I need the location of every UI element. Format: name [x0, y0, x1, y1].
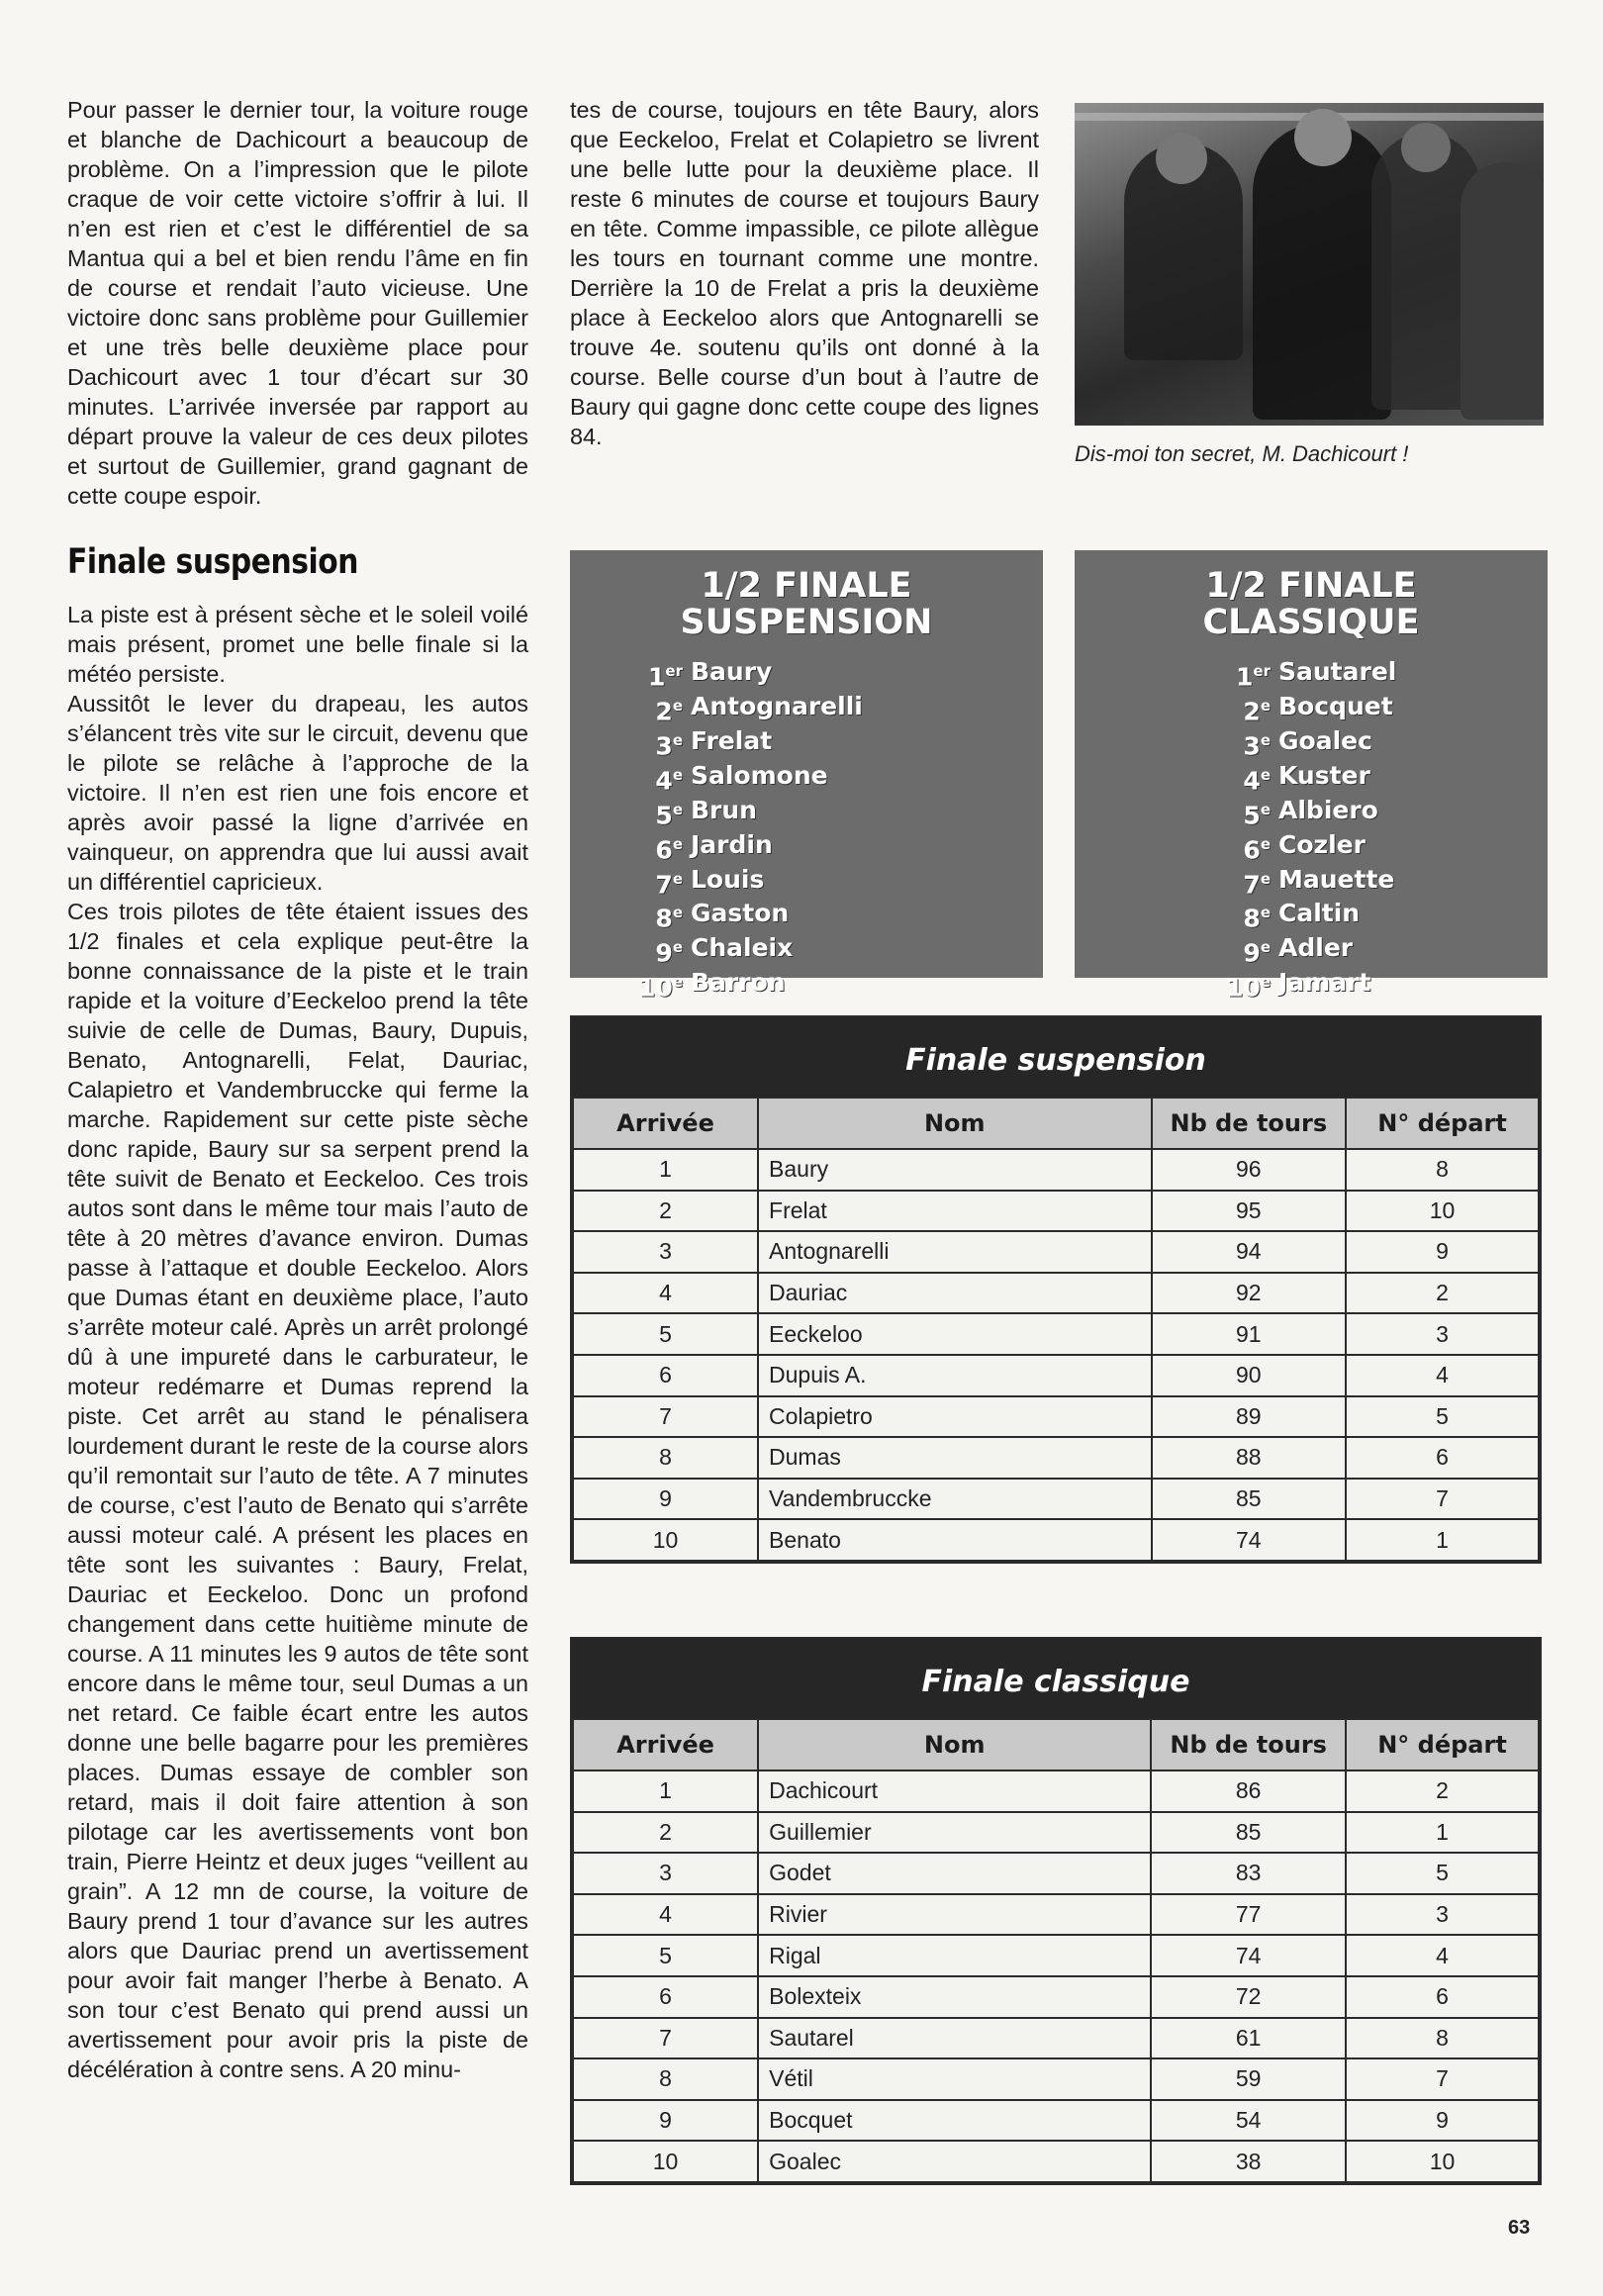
entry-rank: 7e — [655, 869, 683, 899]
table-row — [573, 2058, 1539, 2100]
table-row — [573, 1191, 1539, 1232]
column-header: Nom — [758, 1719, 1151, 1770]
start-number-cell: 1 — [1346, 1812, 1539, 1854]
start-number-cell: 8 — [1346, 2018, 1539, 2059]
name-cell: Eeckeloo — [758, 1313, 1152, 1355]
start-number-cell: 2 — [1346, 1770, 1539, 1812]
arrival-cell: 4 — [573, 1273, 758, 1314]
name-cell: Antognarelli — [758, 1231, 1152, 1273]
arrival-cell: 1 — [573, 1770, 758, 1812]
half-final-classique-entry — [1075, 796, 1548, 830]
start-number-cell: 5 — [1346, 1853, 1539, 1894]
start-number-cell: 6 — [1346, 1437, 1539, 1479]
name-cell: Benato — [758, 1519, 1152, 1561]
laps-cell: 96 — [1152, 1149, 1347, 1191]
entry-name: Albiero — [1278, 795, 1378, 824]
half-final-classique-title: 1/2 FINALE CLASSIQUE — [1202, 566, 1420, 642]
entry-rank: 1er — [648, 662, 683, 692]
laps-cell: 74 — [1151, 1935, 1346, 1976]
laps-cell: 77 — [1151, 1894, 1346, 1936]
entry-rank: 3e — [1243, 730, 1271, 761]
entry-name: Cozler — [1278, 829, 1366, 859]
laps-cell: 90 — [1152, 1355, 1347, 1396]
half-final-suspension-entry — [570, 968, 1043, 1003]
laps-cell: 92 — [1152, 1273, 1347, 1314]
column-header: Arrivée — [573, 1719, 758, 1770]
intro-paragraph: Pour passer le dernier tour, la voiture rouge et blanche de Dachicourt a beaucoup de problème. On a l’impression que le pilote craque de voir cette victoire s’offrir à lui. Il n’en est rien et c’est le différentiel de sa Mantua qui a bel et bien rendu l’âme en fin de course et rendait l’auto vicieuse. Une victoire donc sans problème pour Guillemier et une très belle deuxième place pour Dachicourt avec 1 tour d’écart sur 30 minutes. L’arrivée inversée par rapport au départ prouve la valeur de ces deux pilotes et surtout de Guillemier, grand gagnant de cette coupe espoir. — [67, 97, 528, 509]
arrival-cell: 7 — [573, 1396, 758, 1438]
name-cell: Goalec — [758, 2141, 1151, 2182]
laps-cell: 94 — [1152, 1231, 1347, 1273]
laps-cell: 54 — [1151, 2100, 1346, 2142]
laps-cell: 95 — [1152, 1191, 1347, 1232]
paragraph-1: La piste est à présent sèche et le soleil voilé mais présent, promet une belle finale si la météo persiste. — [67, 602, 528, 687]
entry-name: Salomone — [691, 760, 828, 790]
name-cell: Guillemier — [758, 1812, 1151, 1854]
entry-rank: 6e — [1243, 834, 1271, 864]
name-cell: Dauriac — [758, 1273, 1152, 1314]
start-number-cell: 5 — [1346, 1396, 1539, 1438]
half-final-classique-entry — [1075, 899, 1548, 933]
finale-suspension-table — [570, 1015, 1542, 1564]
start-number-cell: 10 — [1346, 1191, 1539, 1232]
entry-rank: 5e — [655, 800, 683, 830]
entry-rank: 9e — [655, 938, 683, 968]
table-row — [573, 1853, 1539, 1894]
entry-rank: 7e — [1243, 869, 1271, 899]
column-header: N° départ — [1346, 1098, 1539, 1149]
table-row — [573, 1935, 1539, 1976]
half-final-suspension-entry — [570, 933, 1043, 968]
entry-rank: 8e — [1243, 904, 1271, 933]
section-title: Finale suspension — [67, 542, 359, 582]
start-number-cell: 7 — [1346, 2058, 1539, 2100]
arrival-cell: 9 — [573, 2100, 758, 2142]
name-cell: Baury — [758, 1149, 1152, 1191]
half-final-classique-entry — [1075, 657, 1548, 692]
arrival-cell: 7 — [573, 2018, 758, 2059]
half-final-suspension-entry — [570, 761, 1043, 796]
table-row — [573, 2018, 1539, 2059]
half-final-suspension-entry — [570, 899, 1043, 933]
entry-rank: 2e — [655, 696, 683, 726]
start-number-cell: 8 — [1346, 1149, 1539, 1191]
name-cell: Bolexteix — [758, 1976, 1151, 2018]
half-final-classique-entry — [1075, 933, 1548, 968]
half-final-suspension-box — [570, 550, 1043, 1003]
arrival-cell: 10 — [573, 2141, 758, 2182]
table-row — [573, 1812, 1539, 1854]
half-final-suspension-entry — [570, 796, 1043, 830]
arrival-cell: 8 — [573, 1437, 758, 1479]
laps-cell: 61 — [1151, 2018, 1346, 2059]
table-row — [573, 1231, 1539, 1273]
entry-name: Gaston — [691, 899, 790, 928]
entry-name: Louis — [691, 864, 765, 894]
arrival-cell: 10 — [573, 1519, 758, 1561]
finale-classique-title: Finale classique — [572, 1639, 1540, 1718]
entry-name: Brun — [691, 795, 757, 824]
middle-column — [570, 95, 1039, 451]
start-number-cell: 2 — [1346, 1273, 1539, 1314]
name-cell: Sautarel — [758, 2018, 1151, 2059]
arrival-cell: 5 — [573, 1935, 758, 1976]
column-header: Nb de tours — [1152, 1098, 1347, 1149]
half-final-suspension-entry — [570, 657, 1043, 692]
entry-rank: 9e — [1243, 938, 1271, 968]
arrival-cell: 8 — [573, 2058, 758, 2100]
table-row — [573, 2100, 1539, 2142]
column-header: N° départ — [1346, 1719, 1539, 1770]
entry-name: Goalec — [1278, 725, 1372, 755]
laps-cell: 85 — [1151, 1812, 1346, 1854]
entry-rank: 5e — [1243, 800, 1271, 830]
arrival-cell: 3 — [573, 1231, 758, 1273]
half-final-suspension-title: 1/2 FINALE SUSPENSION — [680, 566, 933, 642]
table-row — [573, 1355, 1539, 1396]
half-final-suspension-entry — [570, 726, 1043, 761]
half-final-classique-entry — [1075, 692, 1548, 726]
name-cell: Rivier — [758, 1894, 1151, 1936]
entry-rank: 4e — [1243, 765, 1271, 796]
name-cell: Godet — [758, 1853, 1151, 1894]
entry-name: Kuster — [1278, 760, 1370, 790]
start-number-cell: 3 — [1346, 1894, 1539, 1936]
name-cell: Dumas — [758, 1437, 1152, 1479]
table-row — [573, 1273, 1539, 1314]
start-number-cell: 9 — [1346, 1231, 1539, 1273]
entry-name: Caltin — [1278, 899, 1361, 928]
entry-name: Antognarelli — [691, 691, 863, 720]
half-final-classique-box — [1075, 550, 1548, 1003]
table-row — [573, 1479, 1539, 1520]
start-number-cell: 4 — [1346, 1935, 1539, 1976]
finale-classique-table — [570, 1637, 1542, 2185]
half-final-suspension-list — [570, 657, 1043, 1003]
laps-cell: 91 — [1152, 1313, 1347, 1355]
half-final-classique-list — [1075, 657, 1548, 1003]
column-header: Arrivée — [573, 1098, 758, 1149]
entry-name: Sautarel — [1278, 657, 1397, 686]
start-number-cell: 7 — [1346, 1479, 1539, 1520]
half-final-classique-entry — [1075, 968, 1548, 1003]
arrival-cell: 6 — [573, 1355, 758, 1396]
arrival-cell: 5 — [573, 1313, 758, 1355]
arrival-cell: 6 — [573, 1976, 758, 2018]
photo-caption: Dis-moi ton secret, M. Dachicourt ! — [1075, 441, 1409, 466]
paragraph-3: Ces trois pilotes de tête étaient issues des 1/2 finales et cela explique peut-être la bonne connaissance de la piste et le train rapide et la voiture d’Eeckeloo prend la tête suivie de celle de Dumas, Baury, Dupuis, Benato, Antognarelli, Felat, Dauriac, Calapietro et Vandembruccke qui ferme la marche. Rapidement sur cette piste sèche donc rapide, Baury sur sa serpent prend la tête suivit de Benato et Eeckeloo. Ces trois autos sont dans le même tour mais l’auto de tête à 20 mètres d’avance environ. Dumas passe à l’attaque et double Eeckeloo. Alors que Dumas étant en deuxième place, l’auto s’arrête moteur calé. Après un arrêt prolongé dû à une impureté dans le carburateur, le moteur redémarre et Dumas reprend la piste. Cet arrêt au stand le pénalisera lourdement durant le reste de la course alors qu’il remontait sur l’auto de tête. A 7 minutes de course, c’est l’auto de Benato qui s’arrête aussi moteur calé. A présent les places en tête sont les suivantes : Baury, Frelat, Dauriac et Eeckeloo. Donc un profond changement dans cette huitième minute de course. A 11 minutes les 9 autos de tête sont encore dans le même tour, seul Dumas a un net retard. Ce faible écart entre les autos donne une belle bagarre pour les premières places. Dumas essaye de combler son retard, mais il doit faire attention à son pilotage car les avertissements vont bon train, Pierre Heintz et deux juges “veillent au grain”. A 12 mn de course, la voiture de Baury prend 1 tour d’avance sur les autres alors que Dauriac prend un avertissement pour avoir fait manger l’herbe à Benato. A son tour c’est Benato qui prend aussi un avertissement pour avoir pris la piste de décélération à contre sens. A 20 minu- — [67, 899, 528, 2082]
table-row — [573, 1770, 1539, 1812]
entry-rank: 4e — [655, 765, 683, 796]
half-final-classique-entry — [1075, 865, 1548, 900]
table-row — [573, 1396, 1539, 1438]
table-row — [573, 1519, 1539, 1561]
entry-rank: 6e — [655, 834, 683, 864]
entry-rank: 10e — [1226, 973, 1271, 1003]
entry-name: Chaleix — [691, 933, 794, 963]
name-cell: Dupuis A. — [758, 1355, 1152, 1396]
name-cell: Vétil — [758, 2058, 1151, 2100]
paragraph-2: Aussitôt le lever du drapeau, les autos s’élancent très vite sur le circuit, devenu que le pilote se relâche à l’approche de la victoire. Il n’en est rien une fois encore et après avoir passé la ligne d’arrivée en vainqueur, on apprendra que lui aussi avait un différentiel capricieux. — [67, 691, 528, 895]
left-column — [67, 95, 528, 2084]
laps-cell: 86 — [1151, 1770, 1346, 1812]
column-header: Nom — [758, 1098, 1152, 1149]
name-cell: Rigal — [758, 1935, 1151, 1976]
entry-name: Baury — [691, 657, 773, 686]
laps-cell: 88 — [1152, 1437, 1347, 1479]
race-photo — [1075, 103, 1544, 426]
half-final-suspension-entry — [570, 865, 1043, 900]
table-row — [573, 1976, 1539, 2018]
entry-rank: 8e — [655, 904, 683, 933]
name-cell: Frelat — [758, 1191, 1152, 1232]
arrival-cell: 4 — [573, 1894, 758, 1936]
entry-name: Frelat — [691, 725, 773, 755]
start-number-cell: 9 — [1346, 2100, 1539, 2142]
entry-name: Bocquet — [1278, 691, 1393, 720]
entry-rank: 2e — [1243, 696, 1271, 726]
table-row — [573, 1149, 1539, 1191]
laps-cell: 83 — [1151, 1853, 1346, 1894]
middle-paragraph: tes de course, toujours en tête Baury, alors que Eeckeloo, Frelat et Colapietro se livrent une belle lutte pour la deuxième place. Il reste 6 minutes de course et toujours Baury en tête. Comme impassible, ce pilote allègue les tours en tournant comme une montre. Derrière la 10 de Frelat a pris la deuxième place à Eeckeloo alors que Antognarelli se trouve 4e. soutenu qu’ils ont donné à la course. Belle course d’un bout à l’autre de Baury qui gagne donc cette coupe des lignes 84. — [570, 97, 1039, 449]
table-row — [573, 1313, 1539, 1355]
entry-name: Adler — [1278, 933, 1354, 963]
start-number-cell: 4 — [1346, 1355, 1539, 1396]
arrival-cell: 9 — [573, 1479, 758, 1520]
arrival-cell: 2 — [573, 1191, 758, 1232]
start-number-cell: 10 — [1346, 2141, 1539, 2182]
start-number-cell: 3 — [1346, 1313, 1539, 1355]
arrival-cell: 3 — [573, 1853, 758, 1894]
table-row — [573, 2141, 1539, 2182]
start-number-cell: 6 — [1346, 1976, 1539, 2018]
entry-rank: 10e — [638, 973, 683, 1003]
entry-rank: 3e — [655, 730, 683, 761]
laps-cell: 59 — [1151, 2058, 1346, 2100]
column-header: Nb de tours — [1151, 1719, 1346, 1770]
half-final-classique-entry — [1075, 830, 1548, 865]
laps-cell: 72 — [1151, 1976, 1346, 2018]
table-row — [573, 1894, 1539, 1936]
arrival-cell: 1 — [573, 1149, 758, 1191]
laps-cell: 74 — [1152, 1519, 1347, 1561]
arrival-cell: 2 — [573, 1812, 758, 1854]
laps-cell: 89 — [1152, 1396, 1347, 1438]
entry-name: Barron — [691, 968, 786, 998]
finale-suspension-title: Finale suspension — [572, 1017, 1540, 1097]
half-final-classique-entry — [1075, 761, 1548, 796]
table-row — [573, 1437, 1539, 1479]
entry-name: Jardin — [691, 829, 773, 859]
laps-cell: 38 — [1151, 2141, 1346, 2182]
start-number-cell: 1 — [1346, 1519, 1539, 1561]
half-final-suspension-entry — [570, 692, 1043, 726]
entry-name: Mauette — [1278, 864, 1395, 894]
half-final-classique-entry — [1075, 726, 1548, 761]
page-number: 63 — [1508, 2217, 1531, 2239]
name-cell: Colapietro — [758, 1396, 1152, 1438]
name-cell: Vandembruccke — [758, 1479, 1152, 1520]
name-cell: Dachicourt — [758, 1770, 1151, 1812]
half-final-suspension-entry — [570, 830, 1043, 865]
entry-name: Jamart — [1278, 968, 1371, 998]
name-cell: Bocquet — [758, 2100, 1151, 2142]
entry-rank: 1er — [1236, 662, 1271, 692]
laps-cell: 85 — [1152, 1479, 1347, 1520]
